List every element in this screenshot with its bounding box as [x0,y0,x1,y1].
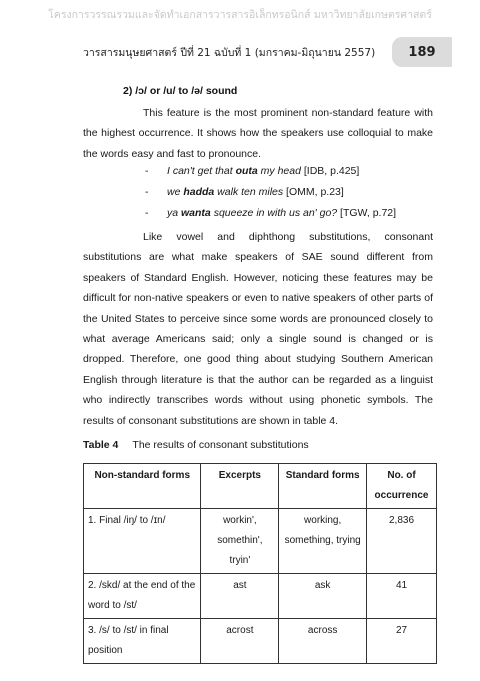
column-header: Excerpts [201,464,279,509]
column-header: Standard forms [279,464,367,509]
paragraph-1 [83,103,433,164]
example-text: ya wanta squeeze in with us an' go? [167,207,338,219]
table-cell: 3. /s/ to /st/ in final position [84,619,201,664]
example-item [145,186,344,198]
example-text: we hadda walk ten miles [167,186,284,198]
table-header-row [84,464,437,509]
example-item [145,207,396,219]
example-dash: - [145,165,149,177]
column-header: No. of occurrence [367,464,437,509]
table-cell: working, something, trying [279,509,367,574]
watermark: โครงการวรรณรวมและจัดทำเอกสารวารสารอิเล็กทรอนิกส์ มหาวิทยาลัยเกษตรศาสตร์ [48,9,432,21]
example-dash: - [145,207,149,219]
table-row [84,509,437,574]
example-dash: - [145,186,149,198]
table-label: Table 4 [83,439,119,451]
table-row [84,574,437,619]
table-cell: 41 [367,574,437,619]
example-source: [IDB, p.425] [300,165,360,177]
table-cell: 1. Final /iŋ/ to /ɪn/ [84,509,201,574]
example-text: I can't get that outa my head [167,165,301,177]
page-number: 189 [392,37,452,67]
table-cell: 2. /skd/ at the end of the word to /st/ [84,574,201,619]
table-cell: workin', somethin', tryin' [201,509,279,574]
running-head: วารสารมนุษยศาสตร์ ปีที่ 21 ฉบับที่ 1 (มกราคม-มิถุนายน 2557) [83,47,376,59]
table-cell: ast [201,574,279,619]
consonant-substitution-table [83,463,437,664]
example-item [145,165,359,177]
table-row [84,619,437,664]
paragraph-2 [83,227,433,431]
section-heading: 2) /ɔ/ or /u/ to /ə/ sound [123,85,238,97]
column-header: Non-standard forms [84,464,201,509]
table-cell: 27 [367,619,437,664]
table-cell: 2,836 [367,509,437,574]
table-cell: across [279,619,367,664]
table-caption [83,439,309,451]
table-cell: ask [279,574,367,619]
table-caption-text: The results of consonant substitutions [132,439,309,451]
table-cell: acrost [201,619,279,664]
example-source: [OMM, p.23] [283,186,344,198]
example-source: [TGW, p.72] [337,207,397,219]
paragraph-2-text: Like vowel and diphthong substitutions, consonant substitutions are what make speakers of SAE sound different from speakers of Standard English. However, noticing these features may be difficult for non-native speakers or even to native speakers of other parts of the United States to perceive since some words are pronounced closely to what average Americans said; only a single sound is changed or is dropped. Therefore, one good thing about studying Southern American English through literature is that the author can be regarded as a linguist who indirectly transcribes words without using phonetic symbols. The results of consonant substitutions are shown in table 4. [83,231,433,427]
paragraph-1-text: This feature is the most prominent non-standard feature with the highest occurrence. It shows how the speakers use colloquial to make the words easy and fast to pronounce. [83,107,433,160]
